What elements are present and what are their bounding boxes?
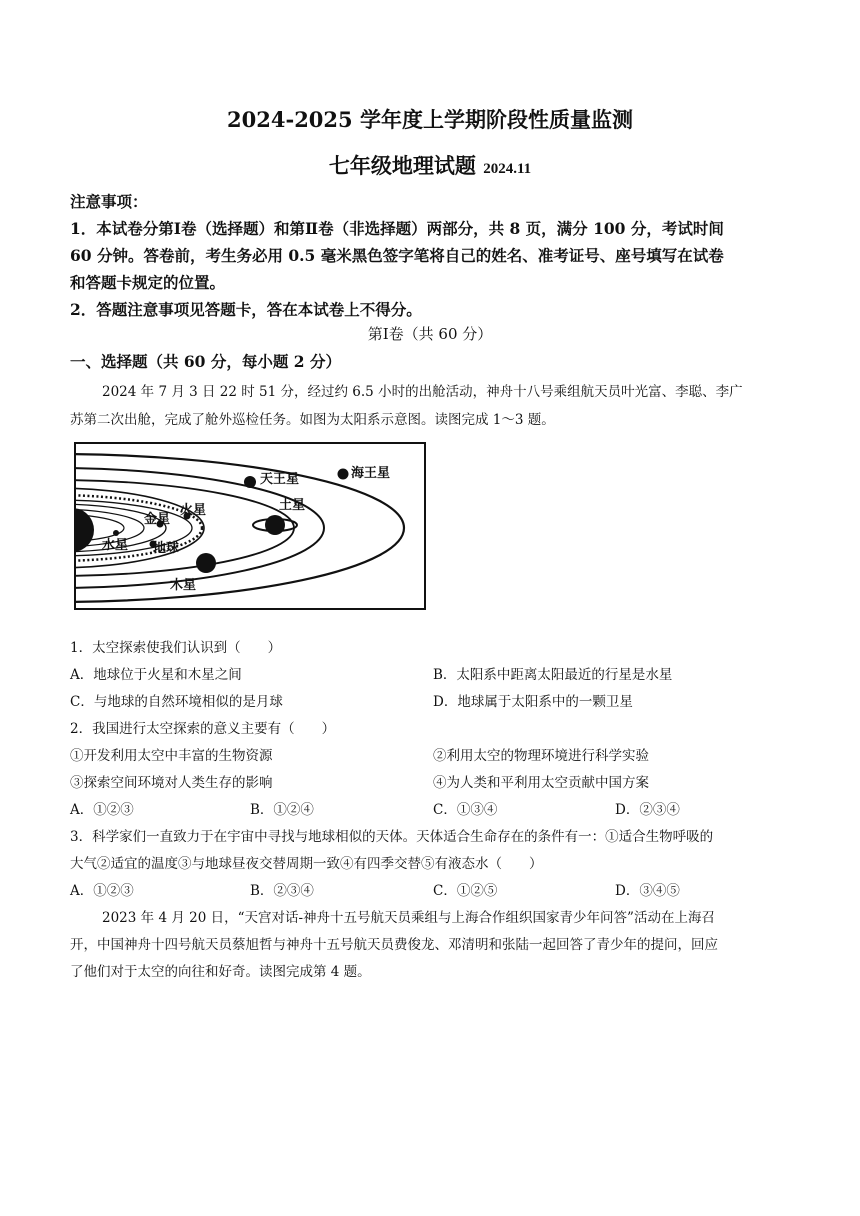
volume-title: 第Ⅰ卷（共 60 分） xyxy=(367,325,493,343)
label-saturn: 土星 xyxy=(279,498,306,513)
notice-item-1-line-3: 和答题卡规定的位置。 xyxy=(70,273,226,292)
subject-title: 七年级地理试题 xyxy=(328,153,476,178)
notice-heading: 注意事项： xyxy=(70,192,148,211)
q3-option-a: A．①②③ xyxy=(70,883,134,899)
q2-option-c: C．①③④ xyxy=(433,802,498,818)
label-mercury: 水星 xyxy=(102,538,129,553)
q2-stem: 2．我国进行太空探索的意义主要有（ ） xyxy=(70,721,336,737)
label-neptune: 海王星 xyxy=(351,466,391,481)
planet-neptune xyxy=(338,469,349,480)
q2-statement-1: ①开发利用太空中丰富的生物资源 xyxy=(70,748,273,764)
solar-system-diagram xyxy=(74,442,426,610)
q2-option-b: B．①②④ xyxy=(250,802,314,818)
label-mars: 火星 xyxy=(180,503,207,518)
q2-statement-4: ④为人类和平利用太空贡献中国方案 xyxy=(433,775,649,791)
q1-option-a: A．地球位于火星和木星之间 xyxy=(70,667,242,683)
q1-stem: 1．太空探索使我们认识到（ ） xyxy=(70,640,282,656)
q3-option-c: C．①②⑤ xyxy=(433,883,498,899)
label-venus: 金星 xyxy=(144,512,171,527)
notice-item-2: 2．答题注意事项见答题卡，答在本试卷上不得分。 xyxy=(70,300,422,319)
planet-uranus xyxy=(244,476,256,488)
q3-stem-line-2: 大气②适宜的温度③与地球昼夜交替周期一致④有四季交替⑤有液态水（ ） xyxy=(70,856,543,872)
passage-2-line-2: 开，中国神舟十四号航天员蔡旭哲与神舟十五号航天员费俊龙、邓清明和张陆一起回答了青少年的提问，回应 xyxy=(70,937,718,953)
passage-2-line-1: 2023 年 4 月 20 日，“天宫对话-神舟十五号航天员乘组与上海合作组织国家青少年问答”活动在上海召 xyxy=(102,910,715,926)
passage-1-line-1: 2024 年 7 月 3 日 22 时 51 分，经过约 6.5 小时的出舱活动，神舟十八号乘组航天员叶光富、李聪、李广 xyxy=(102,384,743,400)
q1-option-b: B．太阳系中距离太阳最近的行星是水星 xyxy=(433,667,673,683)
q3-stem-line-1: 3．科学家们一直致力于在宇宙中寻找与地球相似的天体。天体适合生命存在的条件有一：①适合生物呼吸的 xyxy=(70,829,714,845)
q2-statement-3: ③探索空间环境对人类生存的影响 xyxy=(70,775,273,791)
part-title: 一、选择题（共 60 分，每小题 2 分） xyxy=(70,352,341,371)
notice-item-1-line-2: 60 分钟。答卷前，考生务必用 0.5 毫米黑色签字笔将自己的姓名、准考证号、座号填写在试卷 xyxy=(70,246,724,265)
q2-option-a: A．①②③ xyxy=(70,802,134,818)
solar-system-figure xyxy=(74,442,426,610)
passage-2-line-3: 了他们对于太空的向往和好奇。读图完成第 4 题。 xyxy=(70,964,371,980)
label-jupiter: 木星 xyxy=(170,578,197,593)
planet-mercury xyxy=(113,530,119,536)
notice-item-1-line-1: 1．本试卷分第Ⅰ卷（选择题）和第Ⅱ卷（非选择题）两部分，共 8 页，满分 100 分，考试时间 xyxy=(70,219,724,238)
q1-option-d: D．地球属于太阳系中的一颗卫星 xyxy=(433,694,633,710)
q1-option-c: C．与地球的自然环境相似的是月球 xyxy=(70,694,283,710)
label-earth: 地球 xyxy=(153,541,180,556)
planet-saturn xyxy=(265,515,285,535)
label-uranus: 天王星 xyxy=(260,472,300,487)
exam-subtitle xyxy=(0,150,860,180)
q2-option-d: D．②③④ xyxy=(615,802,680,818)
q2-statement-2: ②利用太空的物理环境进行科学实验 xyxy=(433,748,649,764)
passage-1-line-2: 苏第二次出舱，完成了舱外巡检任务。如图为太阳系示意图。读图完成 1～3 题。 xyxy=(70,412,555,428)
planet-jupiter xyxy=(196,553,216,573)
q3-option-d: D．③④⑤ xyxy=(615,883,680,899)
exam-date: 2024.11 xyxy=(483,161,532,177)
q3-option-b: B．②③④ xyxy=(250,883,314,899)
exam-title: 2024-2025 学年度上学期阶段性质量监测 xyxy=(227,107,633,132)
